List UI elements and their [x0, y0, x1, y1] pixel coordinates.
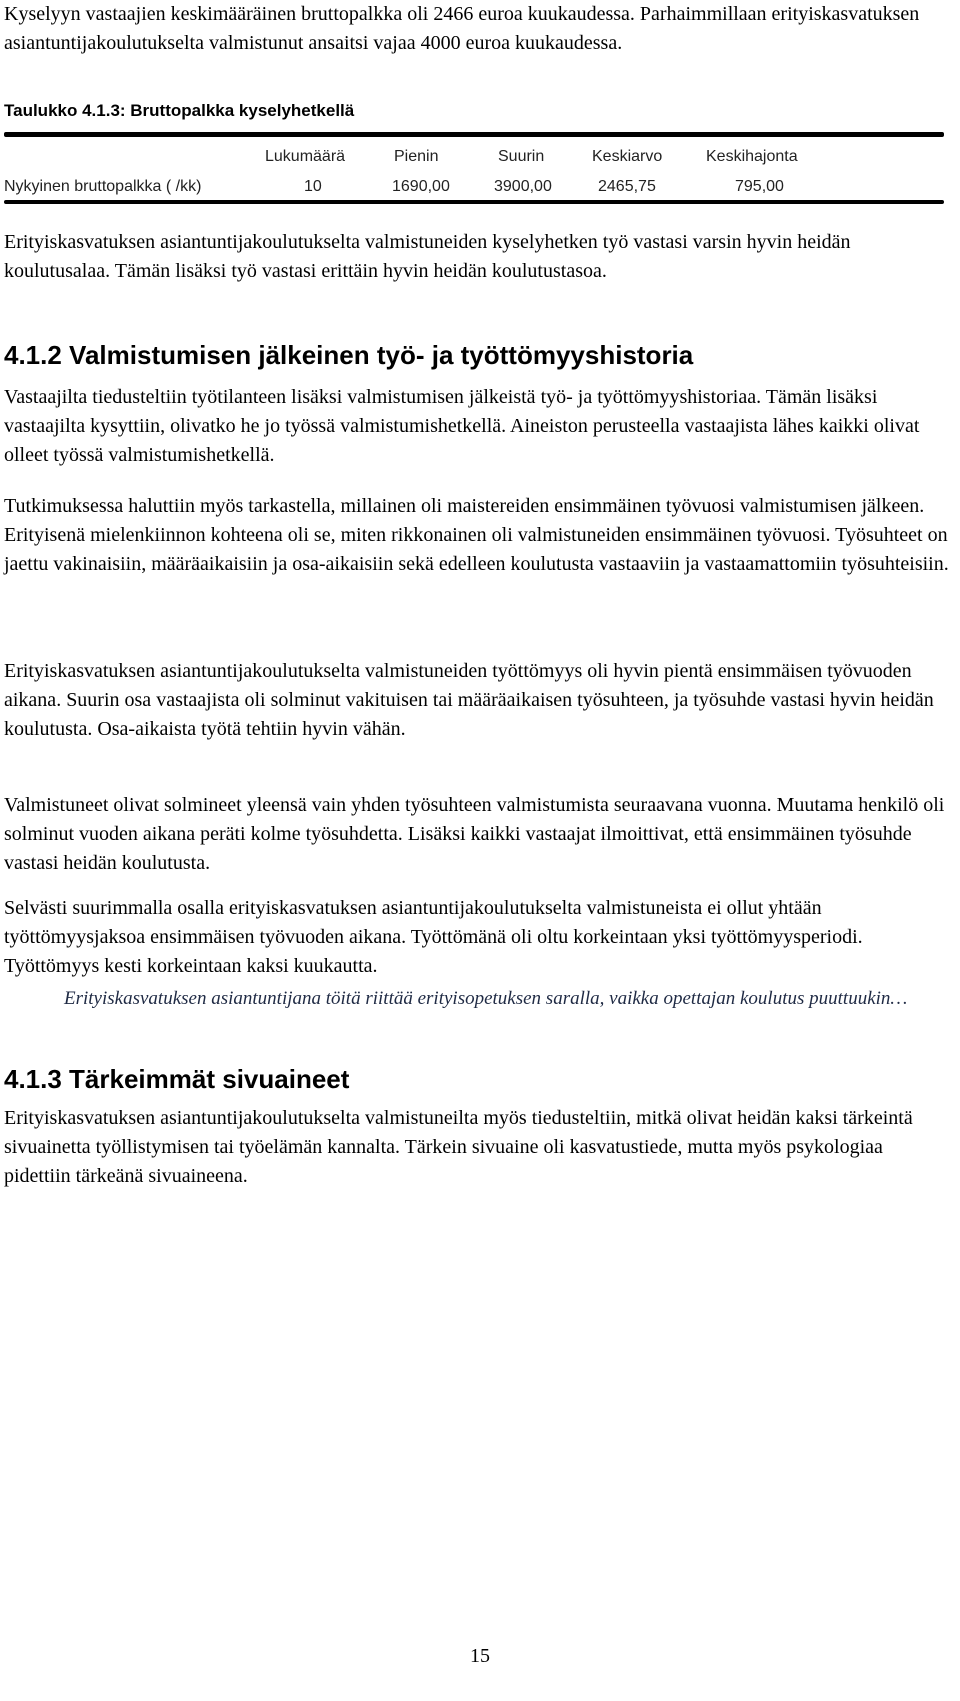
paragraph-after-table: Erityiskasvatuksen asiantuntijakoulutukselta valmistuneiden kyselyhetken työ vastasi varsin hyvin heidän koulutusalaa. Tämän lisäksi työ vastasi erittäin hyvin heidän koulutustasoa.: [4, 231, 851, 282]
section-heading-4-1-3: 4.1.3 Tärkeimmät sivuaineet: [4, 1064, 350, 1094]
table-cell: 3900,00: [494, 178, 552, 195]
table-cell: 1690,00: [392, 178, 450, 195]
paragraph: Erityiskasvatuksen asiantuntijakoulutukselta valmistuneiden työttömyys oli hyvin pientä ensimmäisen työvuoden aikana. Suurin osa vastaajista oli solminut vakituisen tai määräaikaisen työsuhteen, ja työsuhde vastasi hyvin heidän koulutusta. Osa-aikaista työtä tehtiin hyvin vähän.: [4, 660, 934, 740]
section-heading-4-1-2: 4.1.2 Valmistumisen jälkeinen työ- ja työttömyyshistoria: [4, 340, 694, 370]
column-header: Pienin: [394, 148, 439, 165]
page-number: 15: [470, 1645, 490, 1667]
table-cell: 10: [304, 178, 322, 195]
paragraph: Valmistuneet olivat solmineet yleensä vain yhden työsuhteen valmistumista seuraavana vuonna. Muutama henkilö oli solminut vuoden aikana peräti kolme työsuhdetta. Lisäksi kaikki vastaajat ilmoittivat, että ensimmäinen työsuhde vastasi heidän koulutusta.: [4, 794, 945, 874]
paragraph: Tutkimuksessa haluttiin myös tarkastella, millainen oli maistereiden ensimmäinen työvuosi valmistumisen jälkeen. Erityisenä mielenkiinnon kohteena oli se, miten rikkonainen oli valmistuneiden ensimmäinen työvuosi. Työsuhteet on jaettu vakinaisiin, määräaikaisiin ja osa-aikaisiin sekä edelleen koulutusta vastaaviin ja vastaamattomiin työsuhteisiin.: [4, 495, 949, 575]
table-cell: 795,00: [735, 178, 784, 195]
paragraph: Vastaajilta tiedusteltiin työtilanteen lisäksi valmistumisen jälkeistä työ- ja työttömyyshistoriaa. Tämän lisäksi vastaajilta kysyttiin, olivatko he jo työssä valmistumishetkellä. Aineiston perusteella vastaajista lähes kaikki olivat olleet työssä valmistumishetkellä.: [4, 386, 920, 466]
paragraph: Selvästi suurimmalla osalla erityiskasvatuksen asiantuntijakoulutukselta valmistuneista ei ollut yhtään työttömyysjaksoa ensimmäisen työvuoden aikana. Työttömänä oli oltu korkeintaan yksi työttömyysperiodi. Työttömyys kesti korkeintaan kaksi kuukautta.: [4, 897, 863, 977]
paragraph: Erityiskasvatuksen asiantuntijakoulutukselta valmistuneilta myös tiedusteltiin, mitkä olivat heidän kaksi tärkeintä sivuainetta työllistymisen tai työelämän kannalta. Tärkein sivuaine oli kasvatustiede, mutta myös psykologiaa pidettiin tärkeänä sivuaineena.: [4, 1107, 913, 1187]
table-bottom-rule: [4, 200, 944, 204]
table-cell: 2465,75: [598, 178, 656, 195]
table-top-rule: [4, 132, 944, 137]
quote: Erityiskasvatuksen asiantuntijana töitä riittää erityisopetuksen saralla, vaikka opettajan koulutus puuttuukin…: [64, 988, 908, 1009]
row-label: Nykyinen bruttopalkka ( /kk): [4, 178, 202, 195]
column-header: Lukumäärä: [265, 148, 346, 165]
column-header: Suurin: [498, 148, 545, 165]
column-header: Keskihajonta: [706, 148, 798, 165]
intro-paragraph: Kyselyyn vastaajien keskimääräinen bruttopalkka oli 2466 euroa kuukaudessa. Parhaimmillaan erityiskasvatuksen asiantuntijakoulutukselta valmistunut ansaitsi vajaa 4000 euroa kuukaudessa.: [4, 3, 920, 54]
table-caption: Taulukko 4.1.3: Bruttopalkka kyselyhetkellä: [4, 101, 355, 120]
column-header: Keskiarvo: [592, 148, 663, 165]
